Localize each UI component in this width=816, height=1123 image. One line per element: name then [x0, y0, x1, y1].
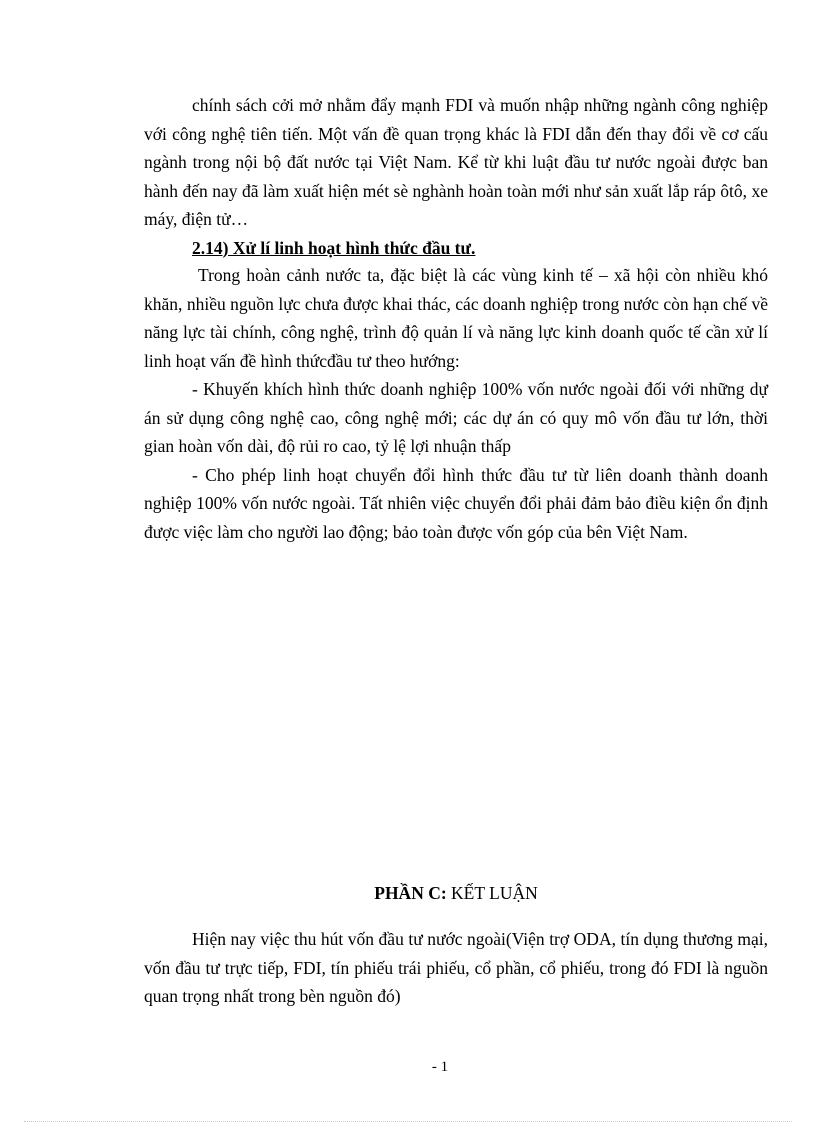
conclusion-text-block	[144, 925, 768, 1011]
section-heading-2-14: 2.14) Xử lí linh hoạt hình thức đầu tư.	[192, 237, 476, 258]
section-title-rest: KẾT LUẬN	[446, 883, 538, 903]
section-title-bold: PHẦN C:	[374, 883, 447, 903]
intro-text-block	[144, 91, 768, 262]
page-bottom-divider	[24, 1121, 792, 1122]
paragraph-conclusion: Hiện nay việc thu hút vốn đầu tư nước ngoài(Viện trợ ODA, tín dụng thương mại, vốn đầu tư trực tiếp, FDI, tín phiếu trái phiếu, cổ phần, cổ phiếu, trong đó FDI là nguồn quan trọng nhất trong bèn nguồn đó)	[144, 929, 768, 1006]
main-text-block	[144, 261, 768, 546]
paragraph-bullet-encourage: - Khuyến khích hình thức doanh nghiệp 100% vốn nước ngoài đối với những dự án sử dụng công nghệ cao, công nghệ mới; các dự án có quy mô vốn đầu tư lớn, thời gian hoàn vốn dài, độ rủi ro cao, tỷ lệ lợi nhuận thấp	[144, 379, 768, 456]
page-number: - 1	[431, 1059, 449, 1075]
paragraph-fdi-policy: chính sách cởi mở nhằm đẩy mạnh FDI và muốn nhập những ngành công nghiệp với công nghệ tiên tiến. Một vấn đề quan trọng khác là FDI dẫn đến thay đổi về cơ cấu ngành trong nội bộ đất nước tại Việt Nam. Kể từ khi luật đầu tư nước ngoài được ban hành đến nay đã làm xuất hiện mét sè nghành hoàn toàn mới như sản xuất lắp ráp ôtô, xe máy, điện tử…	[144, 95, 768, 229]
paragraph-context: Trong hoàn cảnh nước ta, đặc biệt là các vùng kinh tế – xã hội còn nhiều khó khăn, nhiều nguồn lực chưa được khai thác, các doanh nghiệp trong nước còn hạn chế về năng lực tài chính, công nghệ, trình độ quản lí và năng lực kinh doanh quốc tế cần xử lí linh hoạt vấn đề hình thứcđầu tư theo hướng:	[144, 265, 768, 371]
paragraph-bullet-convert: - Cho phép linh hoạt chuyển đổi hình thức đầu tư từ liên doanh thành doanh nghiệp 100% vốn nước ngoài. Tất nhiên việc chuyển đổi phải đảm bảo điều kiện ổn định được việc làm cho người lao động; bảo toàn được vốn góp của bên Việt Nam.	[144, 464, 768, 542]
section-title-part-c	[144, 880, 768, 906]
